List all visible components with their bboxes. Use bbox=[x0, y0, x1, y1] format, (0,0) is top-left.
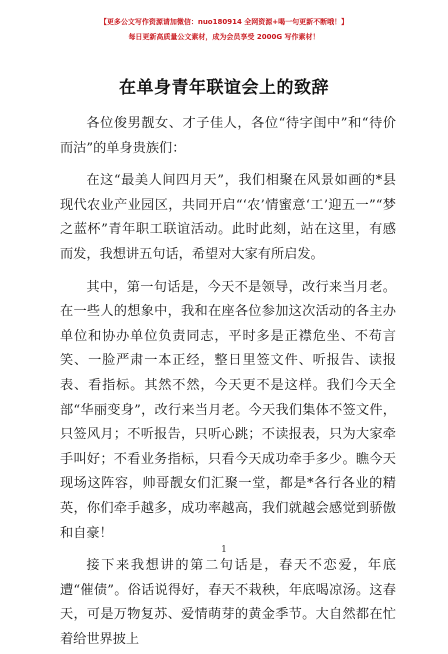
body-paragraph-3: 接下来我想讲的第二句话是，春天不恋爱，年底遭“催债”。俗话说得好，春天不栽秧，年底喝凉汤。这春天，可是万物复苏、爱情萌芽的黄金季节。大自然都在忙着给世界披上 bbox=[60, 558, 396, 647]
document-title: 在单身青年联谊会上的致辞 bbox=[119, 78, 329, 98]
promo-banner bbox=[0, 16, 448, 43]
document-body bbox=[60, 112, 396, 654]
page-number: 1 bbox=[221, 545, 227, 555]
salutation-paragraph: 各位俊男靓女、才子佳人，各位“待字闺中”和“待价而沽”的单身贵族们： bbox=[60, 116, 396, 156]
promo-banner-line-1: 【更多公文写作资源请加微信：nuo180914 全网资源+喝一句更新不断哦！】 bbox=[99, 18, 349, 26]
body-paragraph-1: 在这“最美人间四月天”，我们相聚在风景如画的*县现代农业产业园区，共同开启“‘农’情蜜意‘工’迎五一”“梦之蓝杯”青年职工联谊活动。此时此刻，站在这里，有感而发，我想讲五句话，希望对大家有所启发。 bbox=[60, 173, 396, 262]
body-paragraph-2: 其中，第一句话是，今天不是领导，改行来当月老。在一些人的想象中，我和在座各位参加这次活动的各主办单位和协办单位负责同志，平时多是正襟危坐、不苟言笑、一脸严肃一本正经，整日里签文件、听报告、读报表、看指标。其然不然，今天更不是这样。我们今天全部“华丽变身”，改行来当月老。今天我们集体不签文件，只签风月；不听报告，只听心跳；不读报表，只为大家牵手叫好；不看业务指标，只看今天成功牵手多少。瞧今天现场这阵容，帅哥靓女们汇聚一堂，都是*各行各业的精英，你们牵手越多，成功率越高，我们就越会感觉到骄傲和自豪！ bbox=[60, 279, 396, 541]
promo-banner-line-2: 每日更新高质量公文素材，成为会员享受 2000G 写作素材！ bbox=[128, 33, 320, 41]
